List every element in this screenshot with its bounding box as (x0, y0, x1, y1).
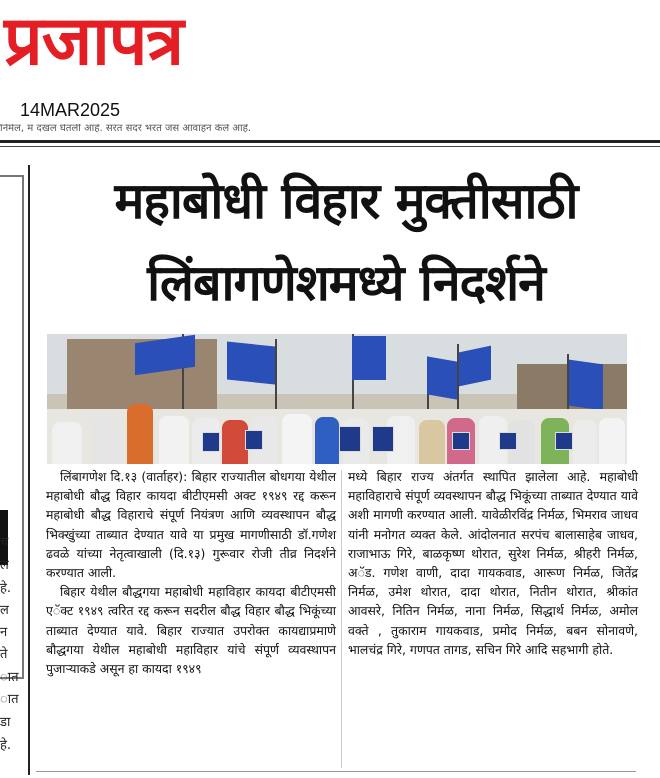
poster (499, 432, 517, 450)
article-headline (36, 160, 656, 324)
poster (202, 432, 220, 452)
column-divider (341, 470, 342, 768)
bottom-rule (36, 771, 636, 772)
article-paragraph: बिहार येथील बौद्धगया महाबोधी महाविहार कायदा बीटीएमसी एॅक्ट १९४९ त्वरित रद्द करून सदरील बौद्ध विहार बौद्ध भिकूंच्या ताब्यात देण्यात यावे. बिहार राज्यात उपरोक्त कायद्याप्रमाणे बौद्धगया येथील महाबोधी महाविहार यांचे संपूर्ण व्यवस्थापन पुजाऱ्याकडे असून हा कायदा १९४९ (46, 584, 336, 677)
person (282, 414, 312, 464)
poster (339, 426, 361, 452)
fragment-text: डा (0, 715, 11, 730)
fragment-text: हे. (0, 738, 12, 753)
article-paragraph: मध्ये बिहार राज्य अंतर्गत स्थापित झालेला आहे. महाबोधी महाविहाराचे संपूर्ण व्यवस्थापन बौद्ध भिकूंच्या ताब्यात देण्यात यावे अशी मागणी करण्यात आली. यावेळीरविंद्र निर्मळ, भिमराव जाधव यांनी मनोगत व्यक्त केले. आंदोलनात सरपंच बालासाहेब जाधव, राजाभाऊ गिरे, बाळकृष्ण थोरात, सुरेश निर्मळ, श्रीहरी निर्मळ, अॅड. गणेश वाणी, दादा गायकवाड, आरूण निर्मळ, जितेंद्र निर्मळ, उमेश थोरात, दादा थोरात, नितीन थोरात, श्रीकांत आवसरे, नितिन निर्मळ, नाना निर्मळ, सिद्धार्थ निर्मळ, अमोल वक्ते , तुकाराम गायकवाड, प्रमोद निर्मळ, बबन सोनावणे, भालचंद्र गिरे, गणपत तागड, सचिन गिरे आदि सहभागी होते. (348, 469, 638, 657)
article-paragraph: लिंबागणेश दि.१३ (वार्ताहर): बिहार राज्यातील बोधगया येथील महाबोधी बौद्ध विहार कायदा बीटीएमसी अक्ट १९४९ रद्द करून महाबोधी बौद्ध विहाराचे संपूर्ण नियंत्रण आणि व्यवस्थापन बौद्ध भिक्खुंच्या ताब्यात देण्यात यावे या प्रमुख मागणीसाठी डॉ.गणेश ढवळे यांच्या नेतृत्वाखाली (दि.१३) गुरूवार रोजी तीव्र निदर्शने करण्यात आली. (46, 469, 336, 581)
poster (555, 432, 573, 450)
top-rule (0, 140, 660, 143)
article-column-1 (46, 467, 336, 678)
poster (372, 426, 394, 452)
article-column-2 (348, 467, 638, 659)
person (127, 404, 153, 464)
masthead-title: प्रजापत्र (4, 2, 183, 81)
article-photo (47, 334, 627, 464)
person (92, 418, 122, 464)
headline-line-1: महाबोधी विहार मुक्तीसाठी (114, 172, 578, 230)
headline-line-2: लिंबागणेशमध्ये निदर्शने (147, 254, 545, 312)
fragment-text: ात (0, 670, 19, 685)
clipped-previous-text: निर्मल, म दखल घेतली आहे. सरत सदर भरत जस आवाहन केले आहे. (0, 124, 252, 134)
person (599, 418, 625, 464)
blue-flag (352, 336, 386, 380)
fragment-text: ते (0, 647, 8, 662)
person (159, 416, 189, 464)
publication-date: 14MAR2025 (20, 100, 121, 120)
blue-flag (427, 356, 457, 399)
person (573, 420, 597, 464)
top-rule-thin (0, 146, 660, 147)
person (419, 420, 445, 464)
blue-flag (459, 346, 491, 387)
adjacent-column-fragment (0, 165, 30, 775)
poster (245, 430, 263, 450)
blue-flag (227, 341, 275, 384)
poster (452, 432, 470, 450)
fragment-text: ात (0, 692, 19, 707)
fragment-text: हे. (0, 581, 12, 596)
fragment-text: च (0, 535, 9, 550)
blue-flag (569, 360, 603, 411)
fragment-text: ल (0, 558, 9, 573)
fragment-text: न (0, 625, 8, 640)
fragment-text: ल (0, 603, 9, 618)
person (315, 417, 339, 464)
person (52, 422, 82, 464)
